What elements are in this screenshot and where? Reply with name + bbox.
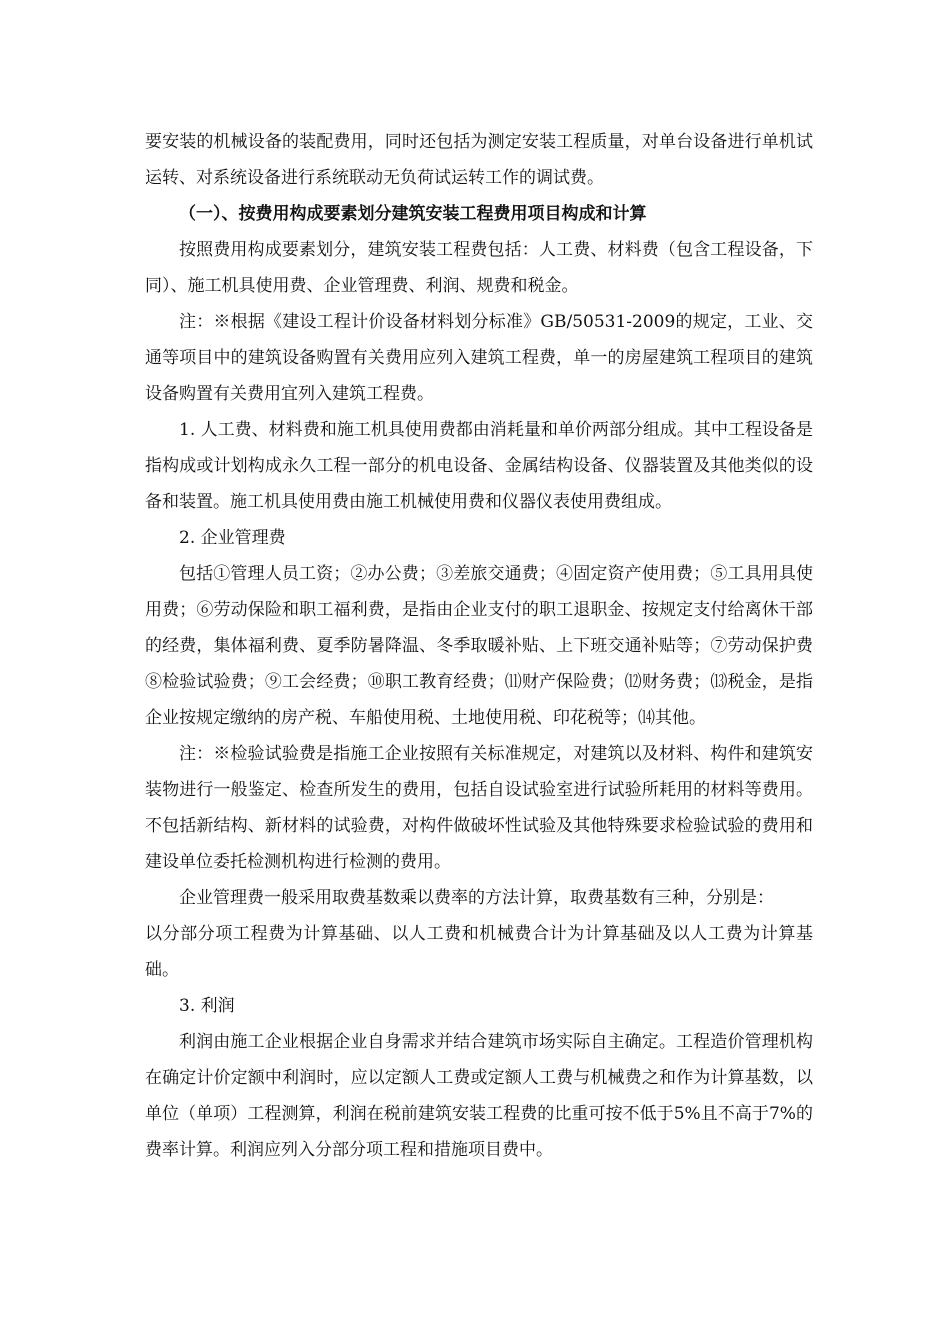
body-paragraph-continued: 以分部分项工程费为计算基础、以人工费和机械费合计为计算基础及以人工费为计算基础。 — [145, 924, 813, 980]
item-3-heading: 3. 利润 — [179, 996, 235, 1016]
body-paragraph: 包括①管理人员工资；②办公费；③差旅交通费；④固定资产使用费；⑤工具用具使用费；⑥劳动保险和职工福利费，是指由企业支付的职工退职金、按规定支付给离休干部的经费，集体福利费、夏季防暑降温、冬季取暖补贴、上下班交通补贴等；⑦劳动保护费⑧检验试验费；⑨工会经费；⑩职工教育经费；⑾财产保险费；⑿财务费；⒀税金，是指企业按规定缴纳的房产税、车船使用税、土地使用税、印花税等；⒁其他。 — [145, 564, 813, 728]
body-paragraph: 按照费用构成要素划分，建筑安装工程费包括：人工费、材料费（包含工程设备，下同）、施工机具使用费、企业管理费、利润、规费和税金。 — [145, 240, 813, 296]
body-paragraph: 利润由施工企业根据企业自身需求并结合建筑市场实际自主确定。工程造价管理机构在确定计价定额中利润时，应以定额人工费或定额人工费与机械费之和作为计算基数，以单位（单项）工程测算，利润在税前建筑安装工程费的比重可按不低于5%且不高于7%的费率计算。利润应列入分部分项工程和措施项目费中。 — [145, 1032, 813, 1160]
item-2-heading: 2. 企业管理费 — [179, 528, 286, 548]
note-paragraph: 注：※检验试验费是指施工企业按照有关标准规定，对建筑以及材料、构件和建筑安装物进行一般鉴定、检查所发生的费用，包括自设试验室进行试验所耗用的材料等费用。不包括新结构、新材料的试验费，对构件做破坏性试验及其他特殊要求检验试验的费用和建设单位委托检测机构进行检测的费用。 — [145, 744, 813, 872]
document-body — [145, 124, 813, 1168]
note-paragraph: 注：※根据《建设工程计价设备材料划分标准》GB/50531-2009的规定，工业、交通等项目中的建筑设备购置有关费用应列入建筑工程费，单一的房屋建筑工程项目的建筑设备购置有关费用宜列入建筑工程费。 — [145, 312, 813, 404]
section-heading: （一）、按费用构成要素划分建筑安装工程费用项目构成和计算 — [179, 204, 647, 224]
body-paragraph: 企业管理费一般采用取费基数乘以费率的方法计算，取费基数有三种，分别是： — [179, 888, 774, 908]
item-1-paragraph: 1. 人工费、材料费和施工机具使用费都由消耗量和单价两部分组成。其中工程设备是指构成或计划构成永久工程一部分的机电设备、金属结构设备、仪器装置及其他类似的设备和装置。施工机具使用费由施工机械使用费和仪器仪表使用费组成。 — [145, 420, 813, 512]
continuation-paragraph: 要安装的机械设备的装配费用，同时还包括为测定安装工程质量，对单台设备进行单机试运转、对系统设备进行系统联动无负荷试运转工作的调试费。 — [145, 132, 813, 188]
